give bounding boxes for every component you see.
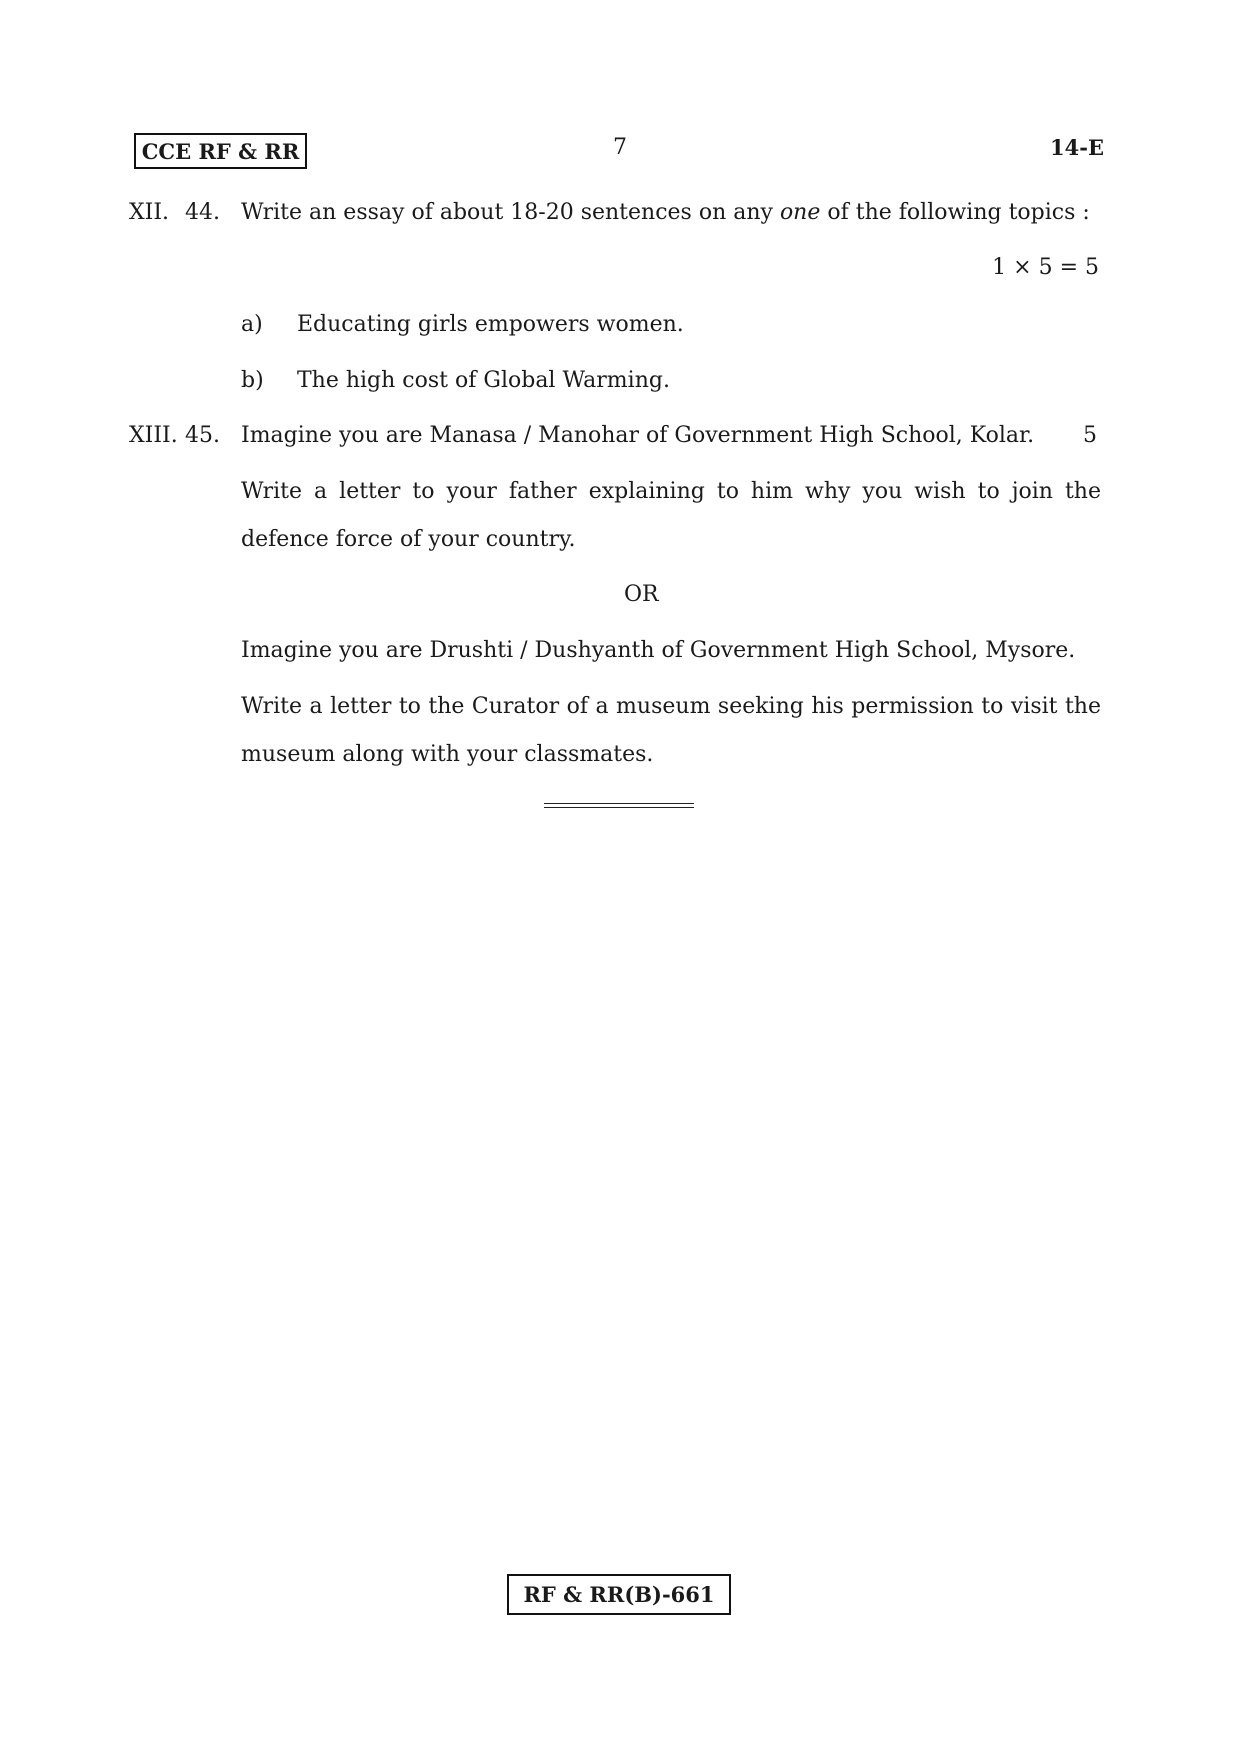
q44-section: XII. (129, 200, 170, 225)
q44-option-text: The high cost of Global Warming. (297, 368, 670, 393)
q45-line2: Imagine you are Drushti / Dushyanth of Government High School, Mysore. (241, 638, 1076, 663)
paper-code: 14-E (1050, 135, 1104, 160)
q45-section: XIII. (129, 423, 178, 448)
q44-prompt (241, 198, 1090, 228)
q45-marks: 5 (1083, 423, 1097, 448)
q44-number: 44. (185, 200, 220, 225)
q45-para1: Write a letter to your father explaining to him why you wish to join the defence force of your country. (241, 479, 1101, 552)
header-subject-box: CCE RF & RR (134, 133, 307, 169)
q44-marks: 1 × 5 = 5 (992, 255, 1099, 280)
q44-prompt-before: Write an essay of about 18-20 sentences on any (241, 200, 780, 225)
end-double-rule (544, 803, 694, 808)
footer-code-box: RF & RR(B)-661 (507, 1574, 731, 1615)
q45-number: 45. (185, 423, 220, 448)
page-number: 7 (613, 135, 627, 160)
q44-option-label: a) (241, 312, 263, 337)
or-divider: OR (624, 582, 659, 607)
q45-line1: Imagine you are Manasa / Manohar of Government High School, Kolar. (241, 423, 1035, 448)
q44-option-text: Educating girls empowers women. (297, 312, 684, 337)
q44-prompt-after: of the following topics : (820, 200, 1090, 225)
q45-para2: Write a letter to the Curator of a museum seeking his permission to visit the museum along with your classmates. (241, 694, 1101, 767)
q44-option-label: b) (241, 368, 264, 393)
q44-prompt-emphasis: one (779, 200, 821, 225)
